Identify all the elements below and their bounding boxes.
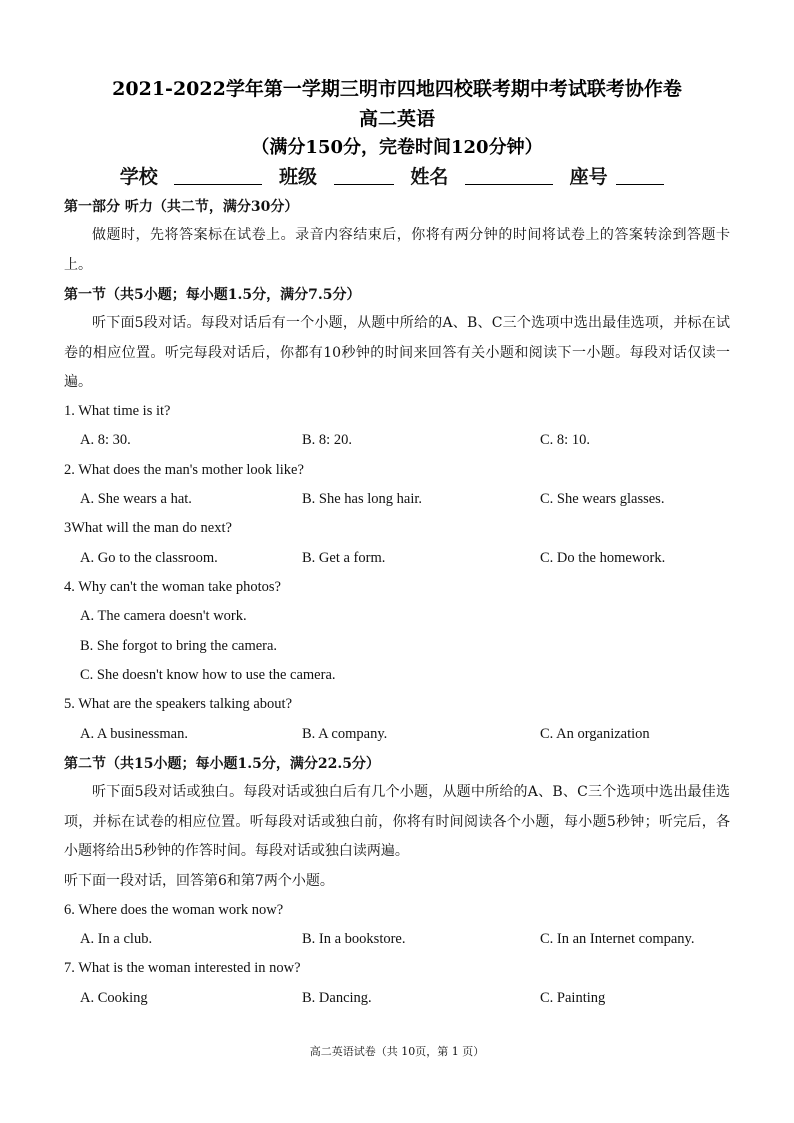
q1-option-b: B. 8: 20.: [302, 432, 352, 448]
q1-option-c: C. 8: 10.: [540, 432, 590, 448]
name-label: 姓名: [410, 166, 449, 188]
section2-instruction: 听下面5段对话或独白。每段对话或独白后有几个小题，从题中所给的A、B、C三个选项中选出最佳选项，并标在试卷的相应位置。听每段对话或独白前，你将有时间阅读各个小题，每小题5秒钟；听完后，各小题将给出5秒钟的作答时间。每段对话或独白读两遍。: [64, 784, 730, 859]
q7-option-a: A. Cooking: [80, 990, 148, 1006]
exam-subject: 高二英语: [358, 108, 435, 130]
q2-option-a: A. She wears a hat.: [80, 491, 192, 507]
q3-option-c: C. Do the homework.: [540, 550, 666, 566]
section1-heading: 第一节（共5小题；每小题1.5分，满分7.5分）: [64, 287, 361, 303]
seat-label: 座号: [569, 166, 608, 188]
exam-score-time: （满分150分，完卷时间120分钟）: [251, 137, 543, 158]
question-5: 5. What are the speakers talking about?: [64, 696, 293, 712]
school-label: 学校: [119, 166, 158, 188]
seat-blank[interactable]: [616, 166, 664, 185]
page-footer: 高二英语试卷（共 10页，第 1 页）: [309, 1045, 485, 1058]
question-6: 6. Where does the woman work now?: [64, 902, 284, 918]
q5-option-c: C. An organization: [540, 726, 650, 742]
q6-option-a: A. In a club.: [80, 931, 153, 947]
school-blank[interactable]: [174, 166, 262, 185]
question-4: 4. Why can't the woman take photos?: [64, 579, 281, 595]
q6-option-c: C. In an Internet company.: [540, 931, 695, 947]
class-blank[interactable]: [334, 166, 394, 185]
q7-option-c: C. Painting: [540, 990, 606, 1006]
q4-option-b: B. She forgot to bring the camera.: [80, 638, 278, 654]
part1-heading: 第一部分 听力（共二节，满分30分）: [64, 199, 299, 215]
q2-option-b: B. She has long hair.: [302, 491, 423, 507]
q7-option-b: B. Dancing.: [302, 990, 372, 1006]
q3-option-a: A. Go to the classroom.: [80, 550, 218, 566]
q1-option-a: A. 8: 30.: [80, 432, 131, 448]
question-3: 3What will the man do next?: [64, 520, 232, 536]
section2-heading: 第二节（共15小题；每小题1.5分，满分22.5分）: [64, 756, 380, 772]
question-2: 2. What does the man's mother look like?: [64, 462, 304, 478]
q2-option-c: C. She wears glasses.: [540, 491, 665, 507]
q5-option-b: B. A company.: [302, 726, 388, 742]
q4-option-c: C. She doesn't know how to use the camera.: [80, 667, 336, 683]
section2-sub-instruction: 听下面一段对话，回答第6和第7两个小题。: [64, 873, 334, 889]
q3-option-b: B. Get a form.: [302, 550, 386, 566]
class-label: 班级: [279, 166, 318, 188]
section1-instruction: 听下面5段对话。每段对话后有一个小题，从题中所给的A、B、C三个选项中选出最佳选项，并标在试卷的相应位置。听完每段对话后，你都有10秒钟的时间来回答有关小题和阅读下一小题。每段对话仅读一遍。: [64, 315, 730, 390]
q6-option-b: B. In a bookstore.: [302, 931, 406, 947]
student-info-line: [0, 162, 794, 189]
exam-title: 2021-2022学年第一学期三明市四地四校联考期中考试联考协作卷: [112, 78, 682, 100]
part1-instruction: 做题时，先将答案标在试卷上。录音内容结束后，你将有两分钟的时间将试卷上的答案转涂到答题卡上。: [64, 227, 730, 273]
question-7: 7. What is the woman interested in now?: [64, 960, 301, 976]
q5-option-a: A. A businessman.: [80, 726, 188, 742]
q4-option-a: A. The camera doesn't work.: [80, 608, 247, 624]
question-1: 1. What time is it?: [64, 403, 171, 419]
name-blank[interactable]: [465, 166, 553, 185]
